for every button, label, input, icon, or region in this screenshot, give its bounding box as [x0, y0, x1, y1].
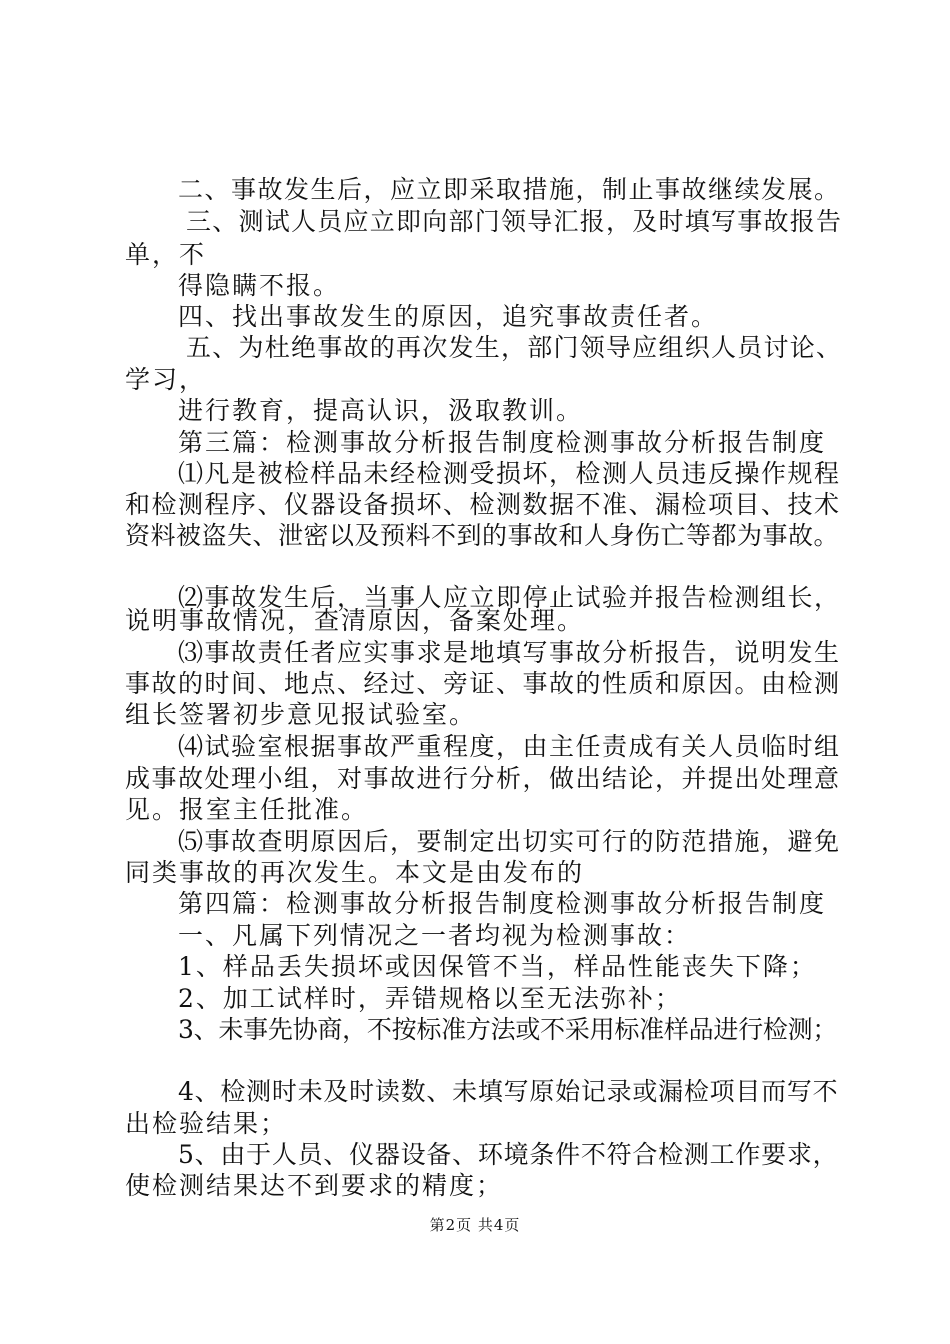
list-item: 2、加工试样时，弄错规格以至无法弥补； [178, 984, 682, 1013]
paragraph-line: 事故的时间、地点、经过、旁证、事故的性质和原因。由检测 [125, 669, 841, 698]
list-item: 使检测结果达不到要求的精度； [125, 1171, 504, 1200]
paragraph-line: 成事故处理小组，对事故进行分析，做出结论，并提出处理意 [125, 764, 841, 793]
paragraph-line: 和检测程序、仪器设备损坏、检测数据不准、漏检项目、技术 [125, 490, 841, 519]
paragraph-line: ⑸事故查明原因后，要制定出切实可行的防范措施，避免 [178, 827, 841, 856]
paragraph-line: 得隐瞒不报。 [178, 271, 341, 300]
list-item: 1、样品丢失损坏或因保管不当，样品性能丧失下降； [178, 952, 817, 981]
list-item: 出检验结果； [125, 1109, 288, 1138]
paragraph-line: 资料被盗失、泄密以及预料不到的事故和人身伤亡等都为事故。 [125, 521, 840, 550]
section-heading: 第四篇：检测事故分析报告制度检测事故分析报告制度 [178, 889, 827, 918]
paragraph-line: 同类事故的再次发生。本文是由发布的 [125, 858, 585, 887]
list-item: 3、未事先协商，不按标准方法或不采用标准样品进行检测； [178, 1015, 838, 1044]
paragraph-line: 五、为杜绝事故的再次发生，部门领导应组织人员讨论、 [186, 333, 843, 362]
paragraph-line: 单，不 [125, 240, 207, 269]
paragraph-line: 三、测试人员应立即向部门领导汇报，及时填写事故报告 [186, 207, 843, 236]
section-heading: 第三篇：检测事故分析报告制度检测事故分析报告制度 [178, 428, 827, 457]
paragraph-line: 二、事故发生后，应立即采取措施，制止事故继续发展。 [178, 175, 841, 204]
list-item: 4、检测时未及时读数、未填写原始记录或漏检项目而写不 [178, 1077, 839, 1106]
page-number-footer: 第2页 共4页 [429, 1216, 521, 1234]
paragraph-line: 说明事故情况，查清原因，备案处理。 [125, 606, 585, 635]
paragraph-line: 进行教育，提高认识，汲取教训。 [178, 396, 584, 425]
paragraph-line: 四、找出事故发生的原因，追究事故责任者。 [178, 302, 719, 331]
paragraph-line: 一、凡属下列情况之一者均视为检测事故： [178, 921, 692, 950]
paragraph-line: ⑵事故发生后，当事人应立即停止试验并报告检测组长， [178, 583, 841, 612]
paragraph-line: ⑷试验室根据事故严重程度，由主任责成有关人员临时组 [178, 732, 841, 761]
paragraph-line: 学习， [125, 365, 207, 394]
paragraph-line: 组长签署初步意见报试验室。 [125, 700, 477, 729]
paragraph-line: 见。报室主任批准。 [125, 795, 369, 824]
list-item: 5、由于人员、仪器设备、环境条件不符合检测工作要求， [178, 1140, 839, 1169]
paragraph-line: ⑴凡是被检样品未经检测受损坏，检测人员违反操作规程 [178, 459, 841, 488]
paragraph-line: ⑶事故责任者应实事求是地填写事故分析报告，说明发生 [178, 638, 841, 667]
